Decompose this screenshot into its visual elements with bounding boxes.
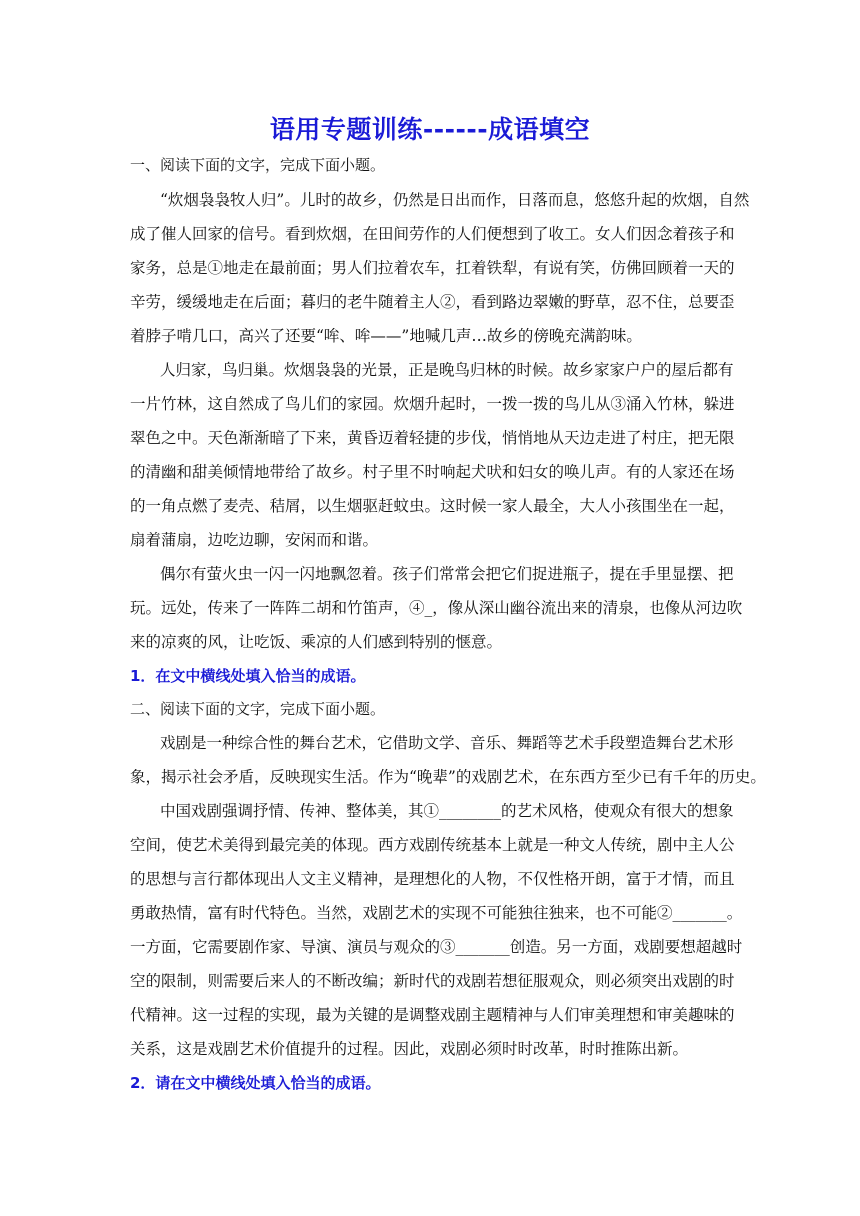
passage-2-line: 的思想与言行都体现出人文主义精神，是理想化的人物，不仅性格开朗，富于才情，而且 bbox=[130, 870, 735, 888]
passage-2-line: 象，揭示社会矛盾，反映现实生活。作为“晚辈”的戏剧艺术，在东西方至少已有千年的历史。 bbox=[130, 768, 766, 786]
question-1: 1．在文中横线处填入恰当的成语。 bbox=[130, 667, 366, 685]
passage-1-line: 的一角点燃了麦壳、秸屑，以生烟驱赶蚊虫。这时候一家人最全，大人小孩围坐在一起， bbox=[130, 497, 735, 515]
page-title: 语用专题训练------成语填空 bbox=[269, 115, 591, 144]
passage-2-line: 空间，使艺术美得到最完美的体现。西方戏剧传统基本上就是一种文人传统，剧中主人公 bbox=[130, 836, 735, 854]
passage-1-line: 成了催人回家的信号。看到炊烟，在田间劳作的人们便想到了收工。女人们因念着孩子和 bbox=[130, 225, 735, 243]
passage-2-line: 戏剧是一种综合性的舞台艺术，它借助文学、音乐、舞蹈等艺术手段塑造舞台艺术形 bbox=[160, 734, 734, 752]
passage-2-line: 空的限制，则需要后来人的不断改编；新时代的戏剧若想征服观众，则必须突出戏剧的时 bbox=[130, 972, 735, 990]
section-2-heading: 二、阅读下面的文字，完成下面小题。 bbox=[130, 700, 386, 718]
passage-1-line: 人归家，鸟归巢。炊烟袅袅的光景，正是晚鸟归林的时候。故乡家家户户的屋后都有 bbox=[160, 361, 734, 379]
passage-1-line: 玩。远处，传来了一阵阵二胡和竹笛声，④_，像从深山幽谷流出来的清泉，也像从河边吹 bbox=[130, 599, 743, 617]
passage-1-line: 偶尔有萤火虫一闪一闪地飘忽着。孩子们常常会把它们捉进瓶子，提在手里显摆、把 bbox=[160, 565, 734, 583]
passage-1-line: 来的凉爽的风，让吃饭、乘凉的人们感到特别的惬意。 bbox=[130, 633, 503, 651]
passage-1-line: 翠色之中。天色渐渐暗了下来，黄昏迈着轻捷的步伐，悄悄地从天边走进了村庄，把无限 bbox=[130, 429, 735, 447]
passage-1-line: 扇着蒲扇，边吃边聊，安闲而和谐。 bbox=[130, 531, 379, 549]
passage-1-line: 家务，总是①地走在最前面；男人们拉着农车，扛着铁犁，有说有笑，仿佛回顾着一天的 bbox=[130, 259, 735, 277]
question-2: 2．请在文中横线处填入恰当的成语。 bbox=[130, 1074, 381, 1092]
passage-2-line: 中国戏剧强调抒情、传神、整体美，其①________的艺术风格，使观众有很大的想象 bbox=[160, 802, 734, 820]
passage-2-line: 关系，这是戏剧艺术价值提升的过程。因此，戏剧必须时时改革，时时推陈出新。 bbox=[130, 1040, 689, 1058]
passage-2-line: 勇敢热情，富有时代特色。当然，戏剧艺术的实现不可能独往独来，也不可能②_______。 bbox=[130, 904, 743, 922]
passage-2-line: 代精神。这一过程的实现，最为关键的是调整戏剧主题精神与人们审美理想和审美趣味的 bbox=[130, 1006, 735, 1024]
section-1-heading: 一、阅读下面的文字，完成下面小题。 bbox=[130, 156, 386, 174]
passage-2-line: 一方面，它需要剧作家、导演、演员与观众的③_______创造。另一方面，戏剧要想超越时 bbox=[130, 938, 743, 956]
passage-1-line: 的清幽和甜美倾情地带给了故乡。村子里不时响起犬吠和妇女的唤儿声。有的人家还在场 bbox=[130, 463, 735, 481]
passage-1-line: 一片竹林，这自然成了鸟儿们的家园。炊烟升起时，一拨一拨的鸟儿从③涌入竹林，躲进 bbox=[130, 395, 735, 413]
passage-1-line: 着脖子啃几口，高兴了还要“哞、哞——”地喊几声…故乡的傍晚充满韵味。 bbox=[130, 327, 642, 345]
passage-1-line: “炊烟袅袅牧人归”。儿时的故乡，仍然是日出而作，日落而息，悠悠升起的炊烟，自然 bbox=[160, 191, 750, 209]
passage-1-line: 辛劳，缓缓地走在后面；暮归的老牛随着主人②，看到路边翠嫩的野草，忍不住，总要歪 bbox=[130, 293, 735, 311]
